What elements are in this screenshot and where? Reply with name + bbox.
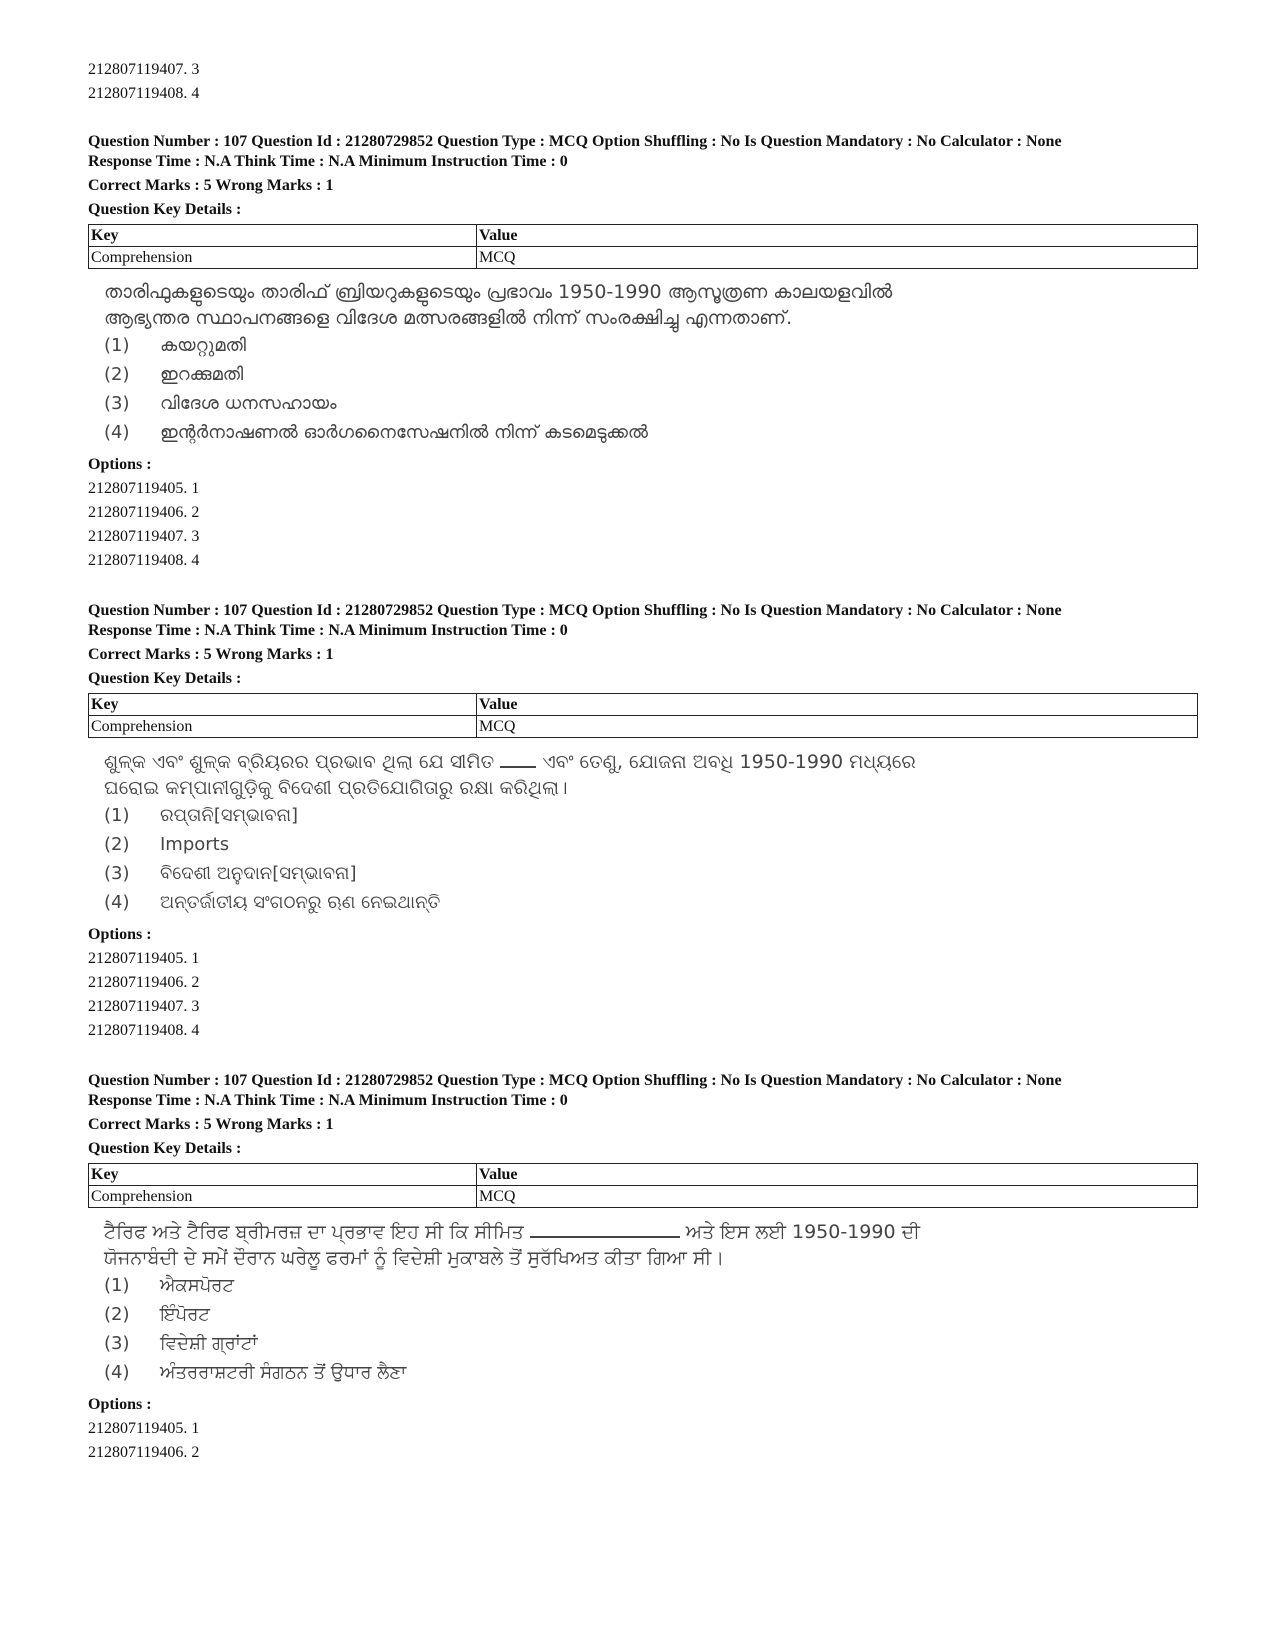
choice-text: Imports — [160, 834, 230, 855]
choice-row — [104, 389, 1198, 418]
table-cell-key: Comprehension — [89, 1186, 477, 1208]
choice-row — [104, 1300, 1198, 1329]
choice-number: (3) — [104, 1333, 130, 1354]
fill-blank — [500, 748, 536, 768]
option-line: 212807119407. 3 — [88, 998, 200, 1015]
question-block — [88, 601, 1198, 1043]
choice-text: ਐਕਸਪੋਰਟ — [160, 1275, 234, 1296]
option-line: 212807119408. 4 — [88, 85, 200, 102]
key-details-table — [88, 1163, 1198, 1208]
stem-part-2: ਅਤੇ ਇਸ ਲਈ 1950-1990 ਦੀ ਯੋਜਨਾਬੰਦੀ ਦੇ ਸਮੇਂ ਦੌਰਾਨ ਘਰੇਲੂ ਫਰਮਾਂ ਨੂੰ ਵਿਦੇਸ਼ੀ ਮੁਕਾਬਲੇ ਤੋਂ ਸੁਰੱਖਿਅਤ ਕੀਤਾ ਗਿਆ ਸੀ। — [104, 1221, 920, 1269]
key-details-table — [88, 224, 1198, 269]
choice-text: കയറ്റുമതി — [160, 335, 246, 356]
table-header-value: Value — [477, 1164, 1198, 1186]
option-line: 212807119407. 3 — [88, 61, 200, 78]
table-cell-key: Comprehension — [89, 247, 477, 269]
key-details-label: Question Key Details : — [88, 1140, 242, 1157]
table-cell-key: Comprehension — [89, 716, 477, 738]
choice-text: ਅੰਤਰਰਾਸ਼ਟਰੀ ਸੰਗਠਨ ਤੋਂ ਉਧਾਰ ਲੈਣਾ — [160, 1362, 407, 1383]
question-stem: താരിഫുകളുടെയും താരിഫ് ബ്രിയറുകളുടെയും പ്രഭാവം 1950-1990 ആസൂത്രണ കാലയളവിൽ ആഭ്യന്തര സ്ഥാപനങ്ങളെ വിദേശ മത്സരങ്ങളിൽ നിന്ന് സംരക്ഷിച്ചു എന്നതാണ്. — [104, 281, 893, 329]
option-line: 212807119405. 1 — [88, 480, 200, 497]
choice-number: (4) — [104, 422, 130, 443]
option-line: 212807119408. 4 — [88, 1022, 200, 1039]
question-image — [104, 1218, 1198, 1387]
key-details-label: Question Key Details : — [88, 201, 242, 218]
stem-part-1: ଶୁଳ୍କ ଏବଂ ଶୁଳ୍କ ବ୍ରିୟରର ପ୍ରଭାବ ଥିଲା ଯେ ସୀମିତ — [104, 751, 495, 773]
question-timing: Response Time : N.A Think Time : N.A Minimum Instruction Time : 0 — [88, 622, 568, 639]
table-cell-value: MCQ — [477, 1186, 1198, 1208]
choice-text: ਇੰਪੋਰਟ — [160, 1304, 210, 1325]
question-header: Question Number : 107 Question Id : 21280729852 Question Type : MCQ Option Shuffling : No Is Question Mandatory : No Calculator : None — [88, 602, 1062, 619]
table-header-key: Key — [89, 1164, 477, 1186]
choice-text: ഇറക്കുമതി — [160, 364, 244, 385]
option-line: 212807119406. 2 — [88, 1444, 200, 1461]
option-line: 212807119408. 4 — [88, 552, 200, 569]
question-header: Question Number : 107 Question Id : 21280729852 Question Type : MCQ Option Shuffling : No Is Question Mandatory : No Calculator : None — [88, 1072, 1062, 1089]
choice-number: (4) — [104, 892, 130, 913]
choice-row — [104, 1271, 1198, 1300]
choice-number: (4) — [104, 1362, 130, 1383]
question-marks: Correct Marks : 5 Wrong Marks : 1 — [88, 177, 334, 194]
stem-part-1: ਟੈਰਿਫ ਅਤੇ ਟੈਰਿਫ ਬ੍ਰੀਮਰਜ਼ ਦਾ ਪ੍ਰਭਾਵ ਇਹ ਸੀ ਕਿ ਸੀਮਿਤ — [104, 1221, 524, 1243]
choice-text: ഇന്റർനാഷണൽ ഓർഗനൈസേഷനിൽ നിന്ന് കടമെടുക്കൽ — [160, 422, 648, 443]
key-details-table — [88, 693, 1198, 738]
choice-row — [104, 859, 1198, 888]
fill-blank — [530, 1218, 680, 1238]
choice-row — [104, 830, 1198, 859]
choice-text: ଅନ୍ତର୍ଜାତୀୟ ସଂଗଠନରୁ ଋଣ ନେଇଥାନ୍ତି — [160, 892, 441, 913]
choice-number: (1) — [104, 335, 130, 356]
question-stem — [104, 748, 944, 801]
option-line: 212807119405. 1 — [88, 950, 200, 967]
option-line: 212807119406. 2 — [88, 974, 200, 991]
choice-number: (1) — [104, 805, 130, 826]
key-details-label: Question Key Details : — [88, 670, 242, 687]
choice-row — [104, 331, 1198, 360]
question-image — [104, 748, 1198, 917]
table-header-key: Key — [89, 225, 477, 247]
choice-text: ਵਿਦੇਸ਼ੀ ਗ੍ਰਾਂਟਾਂ — [160, 1333, 258, 1354]
option-line: 212807119406. 2 — [88, 504, 200, 521]
option-line: 212807119407. 3 — [88, 528, 200, 545]
choice-number: (2) — [104, 364, 130, 385]
choice-number: (2) — [104, 1304, 130, 1325]
choice-number: (3) — [104, 393, 130, 414]
choice-text: ବିଦେଶୀ ଅନୁଦାନ[ସମ୍ଭାବନା] — [160, 863, 357, 884]
choice-row — [104, 1358, 1198, 1387]
options-label: Options : — [88, 926, 152, 943]
question-timing: Response Time : N.A Think Time : N.A Minimum Instruction Time : 0 — [88, 1092, 568, 1109]
question-marks: Correct Marks : 5 Wrong Marks : 1 — [88, 1116, 334, 1133]
choice-row — [104, 888, 1198, 917]
choice-number: (3) — [104, 863, 130, 884]
question-timing: Response Time : N.A Think Time : N.A Minimum Instruction Time : 0 — [88, 153, 568, 170]
choice-row — [104, 801, 1198, 830]
question-marks: Correct Marks : 5 Wrong Marks : 1 — [88, 646, 334, 663]
choice-row — [104, 1329, 1198, 1358]
table-cell-value: MCQ — [477, 716, 1198, 738]
option-line: 212807119405. 1 — [88, 1420, 200, 1437]
choice-number: (1) — [104, 1275, 130, 1296]
table-header-value: Value — [477, 225, 1198, 247]
question-image — [104, 279, 1198, 447]
choice-row — [104, 360, 1198, 389]
previous-options — [88, 58, 1198, 106]
choice-text: ରପ୍ତାନି[ସମ୍ଭାବନା] — [160, 805, 299, 826]
question-block — [88, 1071, 1198, 1465]
table-header-value: Value — [477, 694, 1198, 716]
options-label: Options : — [88, 1396, 152, 1413]
table-header-key: Key — [89, 694, 477, 716]
stem-part-2: ଏବଂ ତେଣୁ, ଯୋଜନା ଅବଧି 1950-1990 ମଧ୍ୟରେ ଘରୋଇ କମ୍ପାନୀଗୁଡ଼ିକୁ ବିଦେଶୀ ପ୍ରତିଯୋଗିତାରୁ ରକ୍ଷା କରିଥିଲା। — [104, 751, 916, 799]
question-block — [88, 132, 1198, 573]
table-cell-value: MCQ — [477, 247, 1198, 269]
choice-text: വിദേശ ധനസഹായം — [160, 393, 337, 414]
question-stem — [104, 1218, 944, 1271]
choice-number: (2) — [104, 834, 130, 855]
question-header: Question Number : 107 Question Id : 21280729852 Question Type : MCQ Option Shuffling : No Is Question Mandatory : No Calculator : None — [88, 133, 1062, 150]
options-label: Options : — [88, 456, 152, 473]
choice-row — [104, 418, 1198, 447]
document-page — [88, 58, 1198, 1465]
